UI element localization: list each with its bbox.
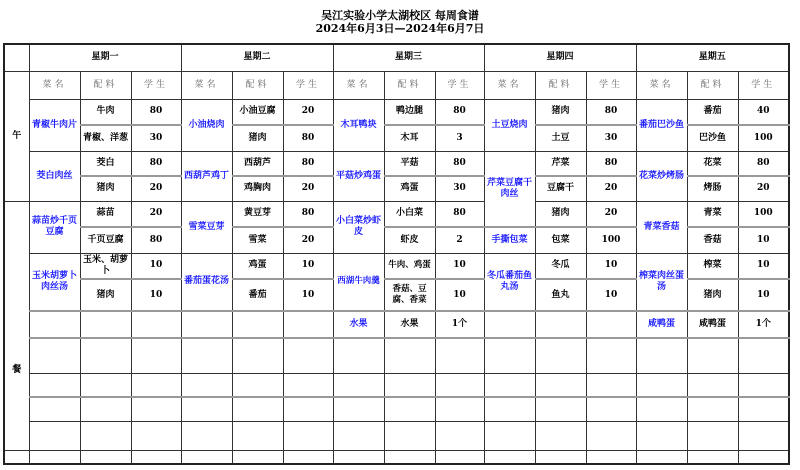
col-header-dish: 菜名 <box>333 71 384 99</box>
table-row <box>4 151 789 176</box>
dish-name <box>484 311 535 338</box>
student-qty: 10 <box>738 227 789 253</box>
ingredient: 豆腐干 <box>535 176 586 201</box>
menu-title: 吴江实验小学太湖校区 每周食谱 <box>321 9 479 22</box>
col-header-students: 学生 <box>738 71 789 99</box>
student-qty: 2 <box>435 227 484 253</box>
student-qty: 10 <box>283 253 333 279</box>
student-qty <box>131 311 181 338</box>
meal-label-noon: 午 <box>4 71 29 201</box>
ingredient: 平菇 <box>384 151 435 176</box>
student-qty: 80 <box>435 201 484 227</box>
ingredient: 土豆 <box>535 125 586 151</box>
ingredient: 猪肉 <box>80 176 131 201</box>
ingredient: 小白菜 <box>384 201 435 227</box>
ingredient: 千页豆腐 <box>80 227 131 253</box>
ingredient: 鱼丸 <box>535 279 586 311</box>
date-range: 2024年6月3日—2024年6月7日 <box>315 22 485 35</box>
dish-name: 土豆烧肉 <box>484 99 535 151</box>
ingredient: 小油豆腐 <box>232 99 283 125</box>
dish-name: 小白菜炒虾皮 <box>333 201 384 253</box>
dish-name: 冬瓜番茄鱼丸汤 <box>484 253 535 311</box>
day-header-thursday: 星期四 <box>484 44 636 71</box>
student-qty: 80 <box>586 99 636 125</box>
ingredient: 番茄 <box>232 279 283 311</box>
student-qty: 20 <box>586 201 636 227</box>
student-qty: 80 <box>283 125 333 151</box>
ingredient: 鸡胸肉 <box>232 176 283 201</box>
dish-name: 小油烧肉 <box>181 99 232 151</box>
student-qty: 20 <box>283 99 333 125</box>
empty-row <box>4 397 789 421</box>
table-row <box>4 253 789 279</box>
student-qty: 10 <box>131 279 181 311</box>
ingredient: 花菜 <box>687 151 738 176</box>
dish-name: 雪菜豆芽 <box>181 201 232 253</box>
student-qty <box>283 311 333 338</box>
col-header-ingredient: 配料 <box>535 71 586 99</box>
student-qty: 20 <box>283 176 333 201</box>
empty-row <box>4 450 789 464</box>
student-qty: 80 <box>131 227 181 253</box>
student-qty: 10 <box>586 253 636 279</box>
ingredient: 芹菜 <box>535 151 586 176</box>
dish-name: 玉米胡萝卜肉丝汤 <box>29 253 80 311</box>
ingredient: 猪肉 <box>687 279 738 311</box>
student-qty: 10 <box>738 253 789 279</box>
ingredient: 青菜 <box>687 201 738 227</box>
dish-name: 西葫芦鸡丁 <box>181 151 232 201</box>
student-qty: 10 <box>586 279 636 311</box>
ingredient: 猪肉 <box>232 125 283 151</box>
student-qty: 100 <box>738 201 789 227</box>
day-header-friday: 星期五 <box>636 44 789 71</box>
ingredient: 榨菜 <box>687 253 738 279</box>
ingredient <box>80 311 131 338</box>
student-qty <box>586 311 636 338</box>
weekly-menu-table <box>3 43 790 465</box>
student-qty: 1个 <box>738 311 789 338</box>
student-qty: 80 <box>586 151 636 176</box>
student-qty: 10 <box>435 279 484 311</box>
ingredient: 牛肉 <box>80 99 131 125</box>
ingredient: 鸡蛋 <box>232 253 283 279</box>
col-header-students: 学生 <box>283 71 333 99</box>
col-header-dish: 菜名 <box>29 71 80 99</box>
dish-name: 青菜香菇 <box>636 201 687 253</box>
student-qty: 10 <box>131 253 181 279</box>
ingredient: 玉米、胡萝卜 <box>80 253 131 279</box>
dish-name: 平菇炒鸡蛋 <box>333 151 384 201</box>
ingredient: 香菇 <box>687 227 738 253</box>
dish-name <box>29 311 80 338</box>
col-header-students: 学生 <box>435 71 484 99</box>
ingredient: 鸭边腿 <box>384 99 435 125</box>
dish-name: 茭白肉丝 <box>29 151 80 201</box>
student-qty: 10 <box>435 253 484 279</box>
student-qty: 10 <box>738 279 789 311</box>
meal-label-meal: 餐 <box>4 201 29 450</box>
ingredient <box>535 311 586 338</box>
dish-name: 青椒牛肉片 <box>29 99 80 151</box>
ingredient: 猪肉 <box>535 99 586 125</box>
student-qty: 10 <box>283 279 333 311</box>
ingredient: 包菜 <box>535 227 586 253</box>
student-qty: 80 <box>738 151 789 176</box>
student-qty: 80 <box>283 201 333 227</box>
dish-name: 花菜炒烤肠 <box>636 151 687 201</box>
ingredient <box>232 311 283 338</box>
ingredient: 黄豆芽 <box>232 201 283 227</box>
dish-name <box>181 311 232 338</box>
col-header-students: 学生 <box>586 71 636 99</box>
ingredient: 虾皮 <box>384 227 435 253</box>
ingredient: 冬瓜 <box>535 253 586 279</box>
ingredient: 茭白 <box>80 151 131 176</box>
ingredient: 牛肉、鸡蛋 <box>384 253 435 279</box>
ingredient: 猪肉 <box>535 201 586 227</box>
day-header-row <box>4 44 789 71</box>
student-qty: 30 <box>131 125 181 151</box>
student-qty: 80 <box>435 99 484 125</box>
student-qty: 80 <box>435 151 484 176</box>
day-header-monday: 星期一 <box>29 44 181 71</box>
col-header-ingredient: 配料 <box>384 71 435 99</box>
table-row <box>4 201 789 227</box>
dish-name: 番茄蛋花汤 <box>181 253 232 311</box>
ingredient: 水果 <box>384 311 435 338</box>
ingredient: 雪菜 <box>232 227 283 253</box>
col-header-dish: 菜名 <box>484 71 535 99</box>
day-header-tuesday: 星期二 <box>181 44 333 71</box>
dish-name: 西湖牛肉羹 <box>333 253 384 311</box>
dish-name: 芹菜豆腐干肉丝 <box>484 151 535 227</box>
empty-row <box>4 338 789 373</box>
ingredient: 番茄 <box>687 99 738 125</box>
empty-row <box>4 373 789 397</box>
dish-name: 蒜苗炒千页豆腐 <box>29 201 80 253</box>
student-qty: 20 <box>131 176 181 201</box>
col-header-dish: 菜名 <box>181 71 232 99</box>
student-qty: 3 <box>435 125 484 151</box>
col-header-dish: 菜名 <box>636 71 687 99</box>
ingredient: 香菇、豆腐、香菜 <box>384 279 435 311</box>
dish-name: 榨菜肉丝蛋汤 <box>636 253 687 311</box>
ingredient: 西葫芦 <box>232 151 283 176</box>
col-header-ingredient: 配料 <box>232 71 283 99</box>
student-qty: 20 <box>131 201 181 227</box>
table-row <box>4 311 789 338</box>
student-qty: 80 <box>131 151 181 176</box>
dish-name: 水果 <box>333 311 384 338</box>
student-qty: 100 <box>586 227 636 253</box>
dish-name: 咸鸭蛋 <box>636 311 687 338</box>
ingredient: 蒜苗 <box>80 201 131 227</box>
ingredient: 咸鸭蛋 <box>687 311 738 338</box>
student-qty: 100 <box>738 125 789 151</box>
dish-name: 木耳鸭块 <box>333 99 384 151</box>
table-row <box>4 99 789 125</box>
ingredient: 烤肠 <box>687 176 738 201</box>
ingredient: 青椒、洋葱 <box>80 125 131 151</box>
student-qty: 1个 <box>435 311 484 338</box>
col-header-students: 学生 <box>131 71 181 99</box>
student-qty: 20 <box>586 176 636 201</box>
student-qty: 80 <box>131 99 181 125</box>
student-qty: 40 <box>738 99 789 125</box>
student-qty: 30 <box>435 176 484 201</box>
student-qty: 20 <box>283 227 333 253</box>
student-qty: 80 <box>283 151 333 176</box>
dish-name: 手撕包菜 <box>484 227 535 253</box>
ingredient: 猪肉 <box>80 279 131 311</box>
col-header-ingredient: 配料 <box>80 71 131 99</box>
student-qty: 30 <box>586 125 636 151</box>
corner-cell <box>4 44 29 71</box>
day-header-wednesday: 星期三 <box>333 44 484 71</box>
ingredient: 巴沙鱼 <box>687 125 738 151</box>
column-header-row <box>4 71 789 99</box>
ingredient: 鸡蛋 <box>384 176 435 201</box>
empty-row <box>4 421 789 450</box>
dish-name: 番茄巴沙鱼 <box>636 99 687 151</box>
ingredient: 木耳 <box>384 125 435 151</box>
student-qty: 20 <box>738 176 789 201</box>
col-header-ingredient: 配料 <box>687 71 738 99</box>
